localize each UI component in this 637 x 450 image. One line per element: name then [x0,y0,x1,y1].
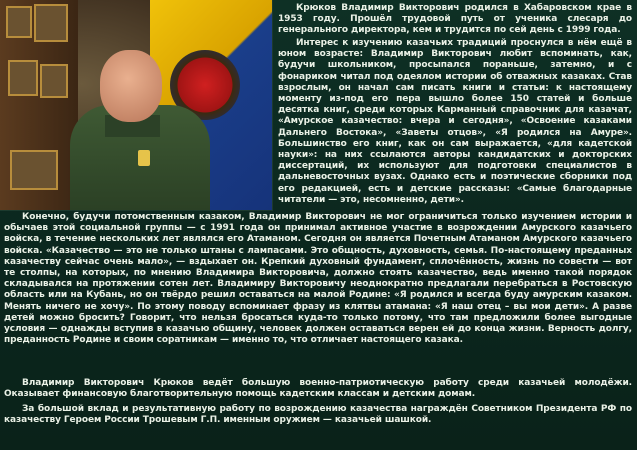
icon-frame [10,150,58,190]
paragraph-patriotic-work: Владимир Викторович Крюков ведёт большую военно-патриотическую работу среди казачьей молодёжи. Оказывает финансовую благотворительную помощь кадетским классам и детским домам. [4,378,632,400]
icon-frame [6,6,32,38]
icon-frame [8,60,38,96]
portrait-photo [0,0,273,211]
paragraph-award: За большой вклад и результативную работу по возрождению казачества награждён Советником Президента РФ по казачеству Героем России Трошевым Г.П. именным оружием — казачьей шашкой. [4,404,632,426]
paragraph-interest: Интерес к изучению казачьих традиций проснулся в нём ещё в юном возрасте: Владимир Викторович любит вспоминать, как, будучи школьником, просыпался пораньше, затемно, и с фонариком читал под одеялом истории об отважных казаках. Став взрослым, он начал сам писать книги и статьи: к настоящему моменту из-под его пера вышло более 150 статей и больше десятка книг, среди которых Карманный справочник для казачат, «Амурское казачество: вчера и сегодня», «Освоение казаками Дальнего Востока», «Заветы отцов», «Я родился на Амуре». Большинство его книг, как он сам выражается, «для кадетской науки»: на них ссылаются авторы кандидатских и докторских диссертаций, их используют для подготовки специалистов в дальневосточных вузах. Однако есть и поэтические сборники под его редакцией, есть и детские рассказы: «Самые благодарные читатели — это, несомненно, дети». [278,38,632,205]
paragraph-cossack-revival: Конечно, будучи потомственным казаком, Владимир Викторович не мог ограничиться только изучением истории и обычаев этой социальной группы — с 1991 года он принимал активное участие в возрождении Амурского казачьего войска, в течение нескольких лет являлся его Атаманом. Сегодня он является Почетным Атаманом Амурского казачьего войска. «Казачество — это не только штаны с лампасами. Это общность, духовность, семья. По-настоящему преданных казачеству сейчас очень мало», — вздыхает он. Крепкий духовный фундамент, сплочённость, жизнь по совести — вот те столпы, на которых, по мнению Владимира Викторовича, должно стоять казачество, ведь именно такой порядок складывался на протяжении сотен лет. Владимиру Викторовичу неоднократно предлагали перебраться в Ростовскую область или на Кубань, но он твёрдо решил оставаться на малой Родине: «Я родился и всегда буду амурским казаком. Менять ничего не хочу». По этому поводу вспоминает фразу из клятвы атамана: «Я наш отец – вы мои дети». А разве детей можно бросить? Говорит, что нельзя бросаться куда-то только потому, что там предложили более выгодные условия — однажды вступив в казачью общину, человек должен оставаться верен ей до конца жизни. Верность долгу, преданность Родине и своим соратникам — именно то, что отличает настоящего казака. [4,212,632,346]
medal [138,150,150,166]
paragraph-bio: Крюков Владимир Викторович родился в Хабаровском крае в 1953 году. Прошёл трудовой путь от ученика слесаря до генерального директора, кем и трудится по сей день с 1999 года. [278,3,632,36]
icon-frame [34,4,68,42]
portrait-head [100,50,162,122]
icon-frame [40,64,68,98]
